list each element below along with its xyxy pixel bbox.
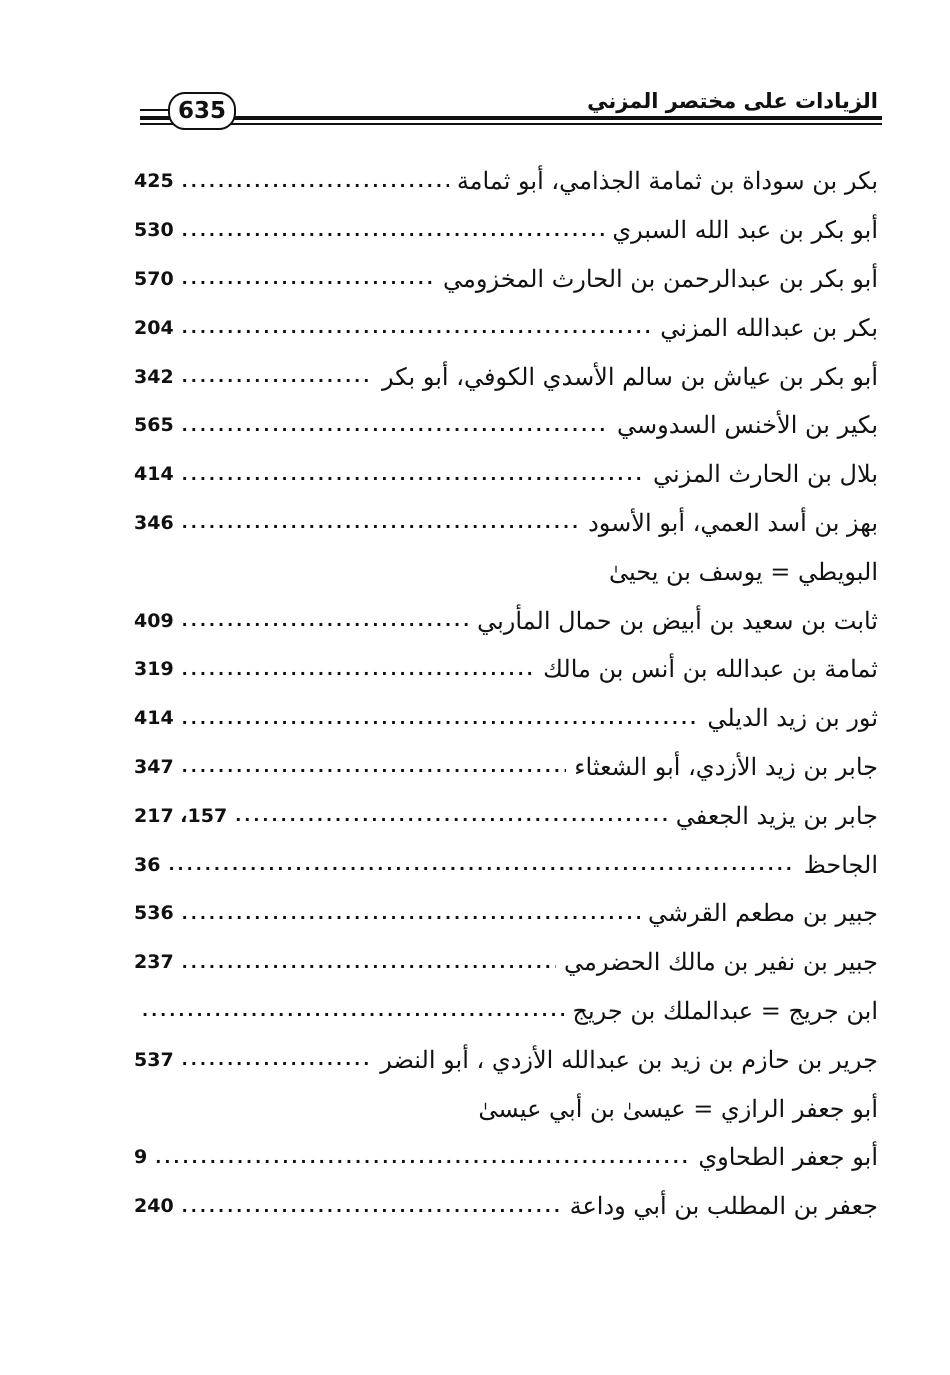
entry-name: بلال بن الحارث المزني [652, 460, 878, 489]
running-title: الزيادات على مختصر المزني [587, 89, 878, 113]
entry-name: ثابت بن سعيد بن أبيض بن حمال المأربي [477, 606, 878, 635]
dot-leader [182, 904, 640, 923]
index-entry [134, 889, 878, 938]
dot-leader [182, 953, 556, 972]
page-number: 635 [168, 92, 236, 130]
entry-name: جعفر بن المطلب بن أبي وداعة [569, 1192, 878, 1221]
entry-name: أبو جعفر الطحاوي [698, 1143, 878, 1172]
entry-pages: 565 [134, 414, 174, 437]
index-entry [134, 547, 878, 596]
dot-leader [182, 1197, 562, 1216]
entry-name: بكير بن الأخنس السدوسي [617, 411, 878, 440]
index-entry [134, 401, 878, 450]
entry-name: أبو بكر بن عبدالرحمن بن الحارث المخزومي [443, 264, 878, 293]
entry-name: أبو بكر بن عبد الله السبري [612, 216, 878, 245]
dot-leader [182, 172, 449, 191]
header-rule-thin [140, 123, 882, 125]
index-entry [134, 1182, 878, 1231]
entry-pages: 346 [134, 511, 174, 534]
index-entry [134, 1035, 878, 1084]
entry-pages: 409 [134, 609, 174, 632]
entry-name: جبير بن مطعم القرشي [648, 899, 878, 928]
entry-name: أبو جعفر الرازي = عيسىٰ بن أبي عيسىٰ [478, 1094, 878, 1123]
dot-leader [182, 757, 567, 776]
entry-name: جابر بن يزيد الجعفي [675, 801, 878, 830]
dot-leader [182, 513, 580, 532]
entry-name: أبو بكر بن عياش بن سالم الأسدي الكوفي، أبو بكر [382, 362, 878, 391]
index-entry [134, 352, 878, 401]
page-header [140, 88, 882, 133]
index-entry [134, 645, 878, 694]
dot-leader [182, 318, 653, 337]
index-entry [134, 1084, 878, 1133]
entry-name: البويطي = يوسف بن يحيىٰ [608, 557, 878, 586]
dot-leader [182, 660, 536, 679]
index-entry [134, 157, 878, 206]
entry-pages: 9 [134, 1146, 148, 1169]
entry-pages: 414 [134, 463, 174, 486]
entry-name: جابر بن زيد الأزدي، أبو الشعثاء [574, 752, 878, 781]
entry-pages: 425 [134, 170, 174, 193]
index-entry [134, 596, 878, 645]
entry-pages: 414 [134, 707, 174, 730]
dot-leader [182, 269, 435, 288]
entry-pages: 157، 217 [134, 804, 228, 827]
dot-leader [155, 1148, 690, 1167]
dot-leader [182, 416, 609, 435]
index-entry [134, 694, 878, 743]
dot-leader [182, 1050, 373, 1069]
entry-pages: 536 [134, 902, 174, 925]
index-entry [134, 1133, 878, 1182]
entry-pages: 530 [134, 219, 174, 242]
entry-pages: 537 [134, 1048, 174, 1071]
entry-pages: 570 [134, 267, 174, 290]
dot-leader [168, 855, 795, 874]
entry-pages: 204 [134, 316, 174, 339]
entry-pages: 347 [134, 755, 174, 778]
index-entry [134, 840, 878, 889]
dot-leader [182, 611, 469, 630]
index-entry [134, 743, 878, 792]
index-entry [134, 303, 878, 352]
index-entry [134, 791, 878, 840]
entry-pages: 319 [134, 658, 174, 681]
entry-name: جبير بن نفير بن مالك الحضرمي [563, 948, 878, 977]
entry-name: بهز بن أسد العمي، أبو الأسود [588, 508, 878, 537]
entry-name: الجاحظ [803, 850, 878, 879]
entry-name: ثور بن زيد الديلي [707, 704, 878, 733]
entry-name: بكر بن عبدالله المزني [660, 313, 878, 342]
entry-name: ابن جريج = عبدالملك بن جريج [572, 996, 878, 1025]
entry-pages: 240 [134, 1195, 174, 1218]
index-entry [134, 255, 878, 304]
dot-leader [182, 709, 700, 728]
entry-pages: 237 [134, 951, 174, 974]
dot-leader [182, 465, 645, 484]
entry-name: بكر بن سوداة بن ثمامة الجذامي، أبو ثمامة [456, 167, 878, 196]
entry-pages: 342 [134, 365, 174, 388]
entry-name: ثمامة بن عبدالله بن أنس بن مالك [543, 655, 878, 684]
index-entry [134, 206, 878, 255]
index-entry [134, 987, 878, 1036]
header-rule-thick [140, 116, 882, 120]
index-entry [134, 499, 878, 548]
entry-pages: 36 [134, 853, 161, 876]
index-entry [134, 938, 878, 987]
index-entries [134, 157, 878, 1231]
dot-leader [235, 806, 668, 825]
entry-name: جرير بن حازم بن زيد بن عبدالله الأزدي ، أبو النضر [380, 1045, 878, 1074]
dot-leader [182, 367, 374, 386]
dot-leader [182, 221, 605, 240]
dot-leader [142, 1001, 564, 1020]
index-entry [134, 450, 878, 499]
